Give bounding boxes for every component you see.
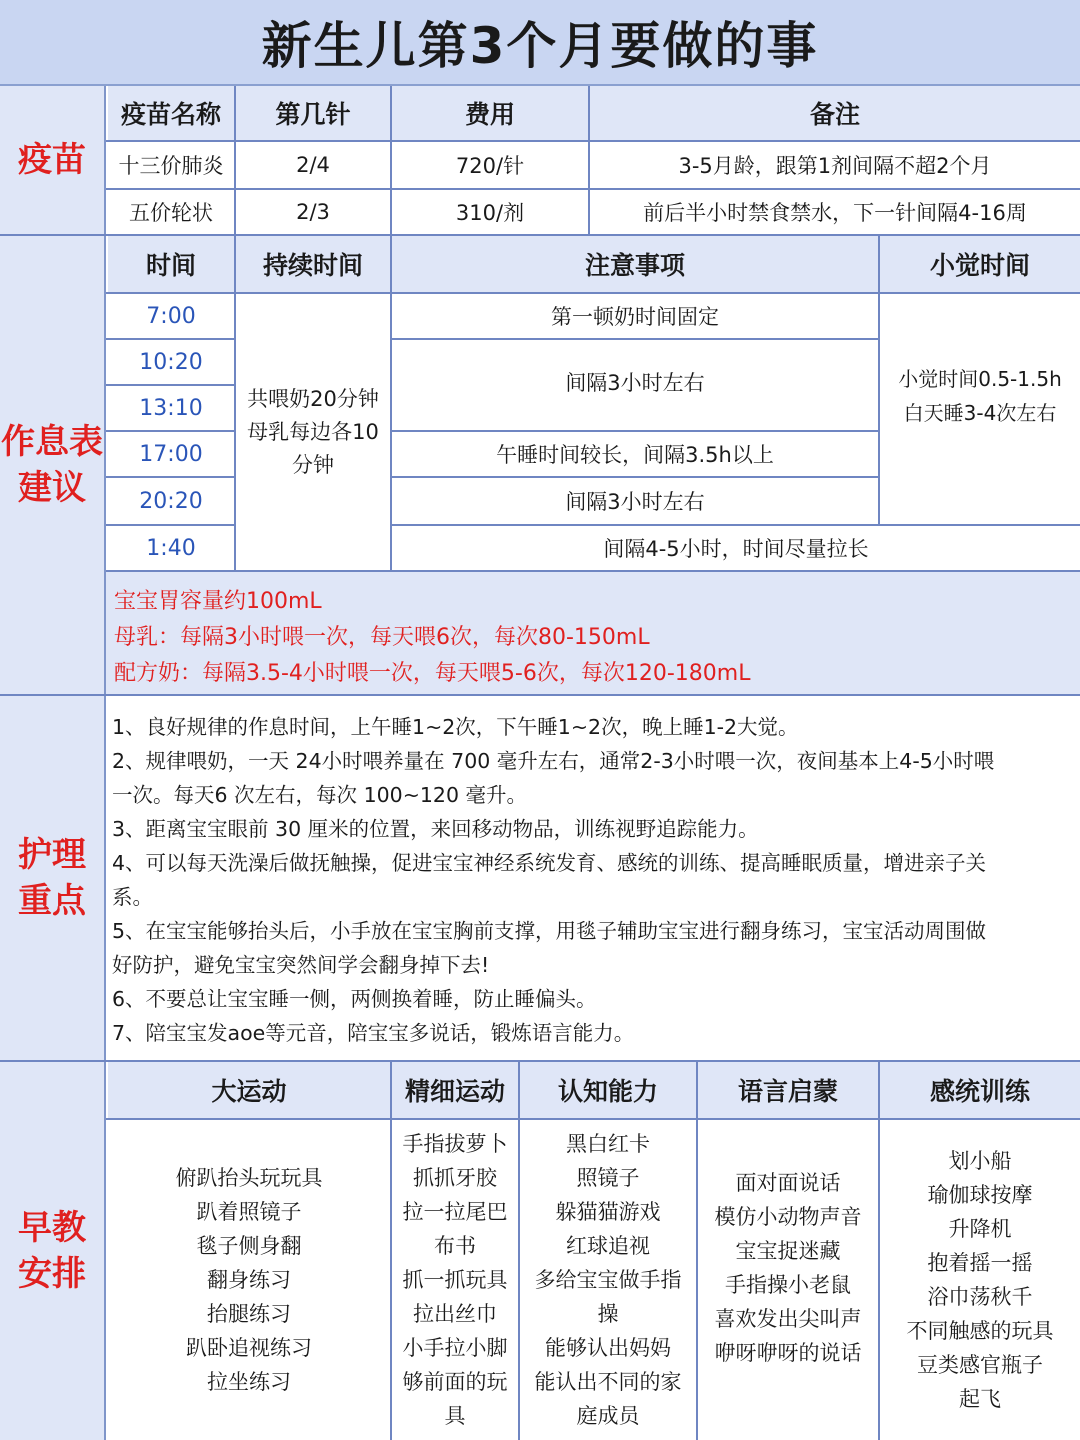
edu-col-cognition: [520, 1120, 696, 1440]
edu-header-sensory: 感统训练: [880, 1062, 1080, 1118]
schedule-header-duration: 持续时间: [236, 236, 390, 292]
care-line: 3、距离宝宝眼前 30 厘米的位置，来回移动物品，训练视野追踪能力。: [112, 817, 759, 841]
grid-line: [588, 86, 590, 234]
edu-item: 庭成员: [576, 1404, 640, 1428]
edu-item: 豆类感官瓶子: [917, 1353, 1043, 1377]
schedule-time: 20:20: [139, 488, 203, 514]
edu-col-sensory: [880, 1120, 1080, 1440]
schedule-time: 13:10: [139, 395, 203, 421]
schedule-note: 间隔4-5小时，时间尽量拉长: [603, 537, 869, 561]
edu-item: 面对面说话: [735, 1171, 841, 1195]
edu-item: 宝宝捉迷藏: [735, 1239, 841, 1263]
edu-item: 抓一抓玩具: [402, 1268, 508, 1292]
edu-item: 瑜伽球按摩: [927, 1183, 1033, 1207]
grid-line: [106, 524, 234, 526]
edu-item: 手指拔萝卜: [402, 1132, 508, 1156]
grid-line: [390, 1062, 392, 1440]
grid-line: [234, 86, 236, 234]
edu-item: 抱着摇一摇: [927, 1251, 1033, 1275]
nap-line: 小觉时间0.5-1.5h: [898, 367, 1062, 391]
section-label-line: 疫苗: [18, 140, 86, 180]
edu-item: 喜欢发出尖叫声: [714, 1307, 862, 1331]
schedule-note: 间隔3小时左右: [565, 371, 705, 395]
feeding-note: 宝宝胃容量约100mL: [114, 589, 322, 614]
edu-col-gross-motor: [108, 1120, 390, 1440]
edu-item: 小手拉小脚: [402, 1336, 508, 1360]
duration-line: 共喂奶20分钟: [247, 386, 379, 411]
schedule-header-nap: 小觉时间: [880, 236, 1080, 292]
care-line: 5、在宝宝能够抬头后，小手放在宝宝胸前支撑，用毯子辅助宝宝进行翻身练习，宝宝活动周围做: [112, 919, 987, 943]
schedule-time: 1:40: [146, 535, 196, 561]
edu-item: 躲猫猫游戏: [555, 1200, 661, 1224]
edu-item: 布书: [434, 1234, 476, 1258]
care-line: 2、规律喂奶，一天 24小时喂养量在 700 毫升左右，通常2-3小时喂一次，夜间基本上4-5小时喂: [112, 749, 995, 773]
grid-line: [0, 1060, 1080, 1062]
grid-line: [390, 476, 878, 478]
schedule-time: 7:00: [146, 303, 196, 329]
page-title: 新生儿第3个月要做的事: [0, 0, 1080, 86]
duration-line: 分钟: [292, 452, 334, 477]
edu-item: 拉一拉尾巴: [402, 1200, 508, 1224]
edu-item: 浴巾荡秋千: [927, 1285, 1033, 1309]
edu-col-fine-motor: [392, 1120, 518, 1440]
section-label-education: [0, 1062, 106, 1440]
edu-item: 咿呀咿呀的说话: [714, 1341, 862, 1365]
grid-line: [106, 140, 1080, 142]
care-line: 4、可以每天洗澡后做抚触操，促进宝宝神经系统发育、感统的训练、提高睡眠质量，增进亲子关: [112, 851, 987, 875]
care-line: 1、良好规律的作息时间，上午睡1~2次，下午睡1~2次，晚上睡1-2大觉。: [112, 715, 799, 739]
care-line: 6、不要总让宝宝睡一侧，两侧换着睡，防止睡偏头。: [112, 987, 597, 1011]
edu-item: 模仿小动物声音: [714, 1205, 862, 1229]
section-label-line: 重点: [18, 881, 86, 921]
edu-item: 抓抓牙胶: [413, 1166, 497, 1190]
edu-item: 够前面的玩: [402, 1370, 508, 1394]
schedule-note: 间隔3小时左右: [565, 490, 705, 514]
edu-header-language: 语言启蒙: [698, 1062, 878, 1118]
edu-header-fine-motor: 精细运动: [392, 1062, 518, 1118]
grid-line: [106, 476, 234, 478]
care-line: 好防护，避免宝宝突然间学会翻身掉下去!: [112, 953, 490, 977]
schedule-header-time: 时间: [108, 236, 234, 292]
care-line: 一次。每天6 次左右，每次 100~120 毫升。: [112, 783, 528, 807]
edu-item: 操: [597, 1302, 619, 1326]
schedule-header-notes: 注意事项: [392, 236, 878, 292]
grid-line: [878, 236, 880, 526]
care-points: [112, 710, 1072, 1050]
grid-line: [106, 292, 1080, 294]
vaccine-row2-dose: 2/3: [296, 200, 330, 224]
edu-header-cognition: 认知能力: [520, 1062, 696, 1118]
grid-line: [106, 384, 234, 386]
vaccine-header-cost: 费用: [392, 86, 588, 140]
vaccine-row1-dose: 2/4: [296, 153, 330, 177]
edu-item: 翻身练习: [207, 1268, 291, 1292]
grid-line: [234, 236, 236, 570]
grid-line: [518, 1062, 520, 1440]
schedule-time: 17:00: [139, 441, 203, 467]
section-label-schedule: [0, 236, 106, 694]
section-label-line: 建议: [18, 468, 86, 508]
vaccine-row1-cost: 720/针: [455, 154, 525, 178]
section-label-line: 护理: [18, 835, 86, 875]
edu-item: 划小船: [948, 1149, 1012, 1173]
grid-line: [696, 1062, 698, 1440]
edu-item: 拉坐练习: [207, 1370, 291, 1394]
edu-item: 不同触感的玩具: [906, 1319, 1054, 1343]
edu-item: 具: [444, 1404, 466, 1428]
nap-line: 白天睡3-4次左右: [903, 401, 1057, 425]
edu-item: 升降机: [948, 1217, 1012, 1241]
edu-item: 多给宝宝做手指: [534, 1268, 682, 1292]
schedule-note: 午睡时间较长，间隔3.5h以上: [496, 443, 774, 467]
grid-line: [390, 236, 392, 570]
section-label-vaccine: [0, 86, 106, 234]
section-label-line: 早教: [18, 1208, 86, 1248]
edu-item: 俯趴抬头玩玩具: [175, 1166, 323, 1190]
section-label-care: [0, 696, 106, 1060]
edu-item: 黑白红卡: [566, 1132, 650, 1156]
edu-item: 红球追视: [566, 1234, 650, 1258]
grid-line: [0, 694, 1080, 696]
grid-line: [106, 430, 234, 432]
grid-line: [390, 86, 392, 234]
grid-line: [878, 1062, 880, 1440]
edu-item: 毯子侧身翻: [196, 1234, 302, 1258]
schedule-duration: [236, 294, 390, 570]
care-line: 系。: [112, 885, 153, 909]
feeding-note: 配方奶：每隔3.5-4小时喂一次，每天喂5-6次，每次120-180mL: [114, 661, 751, 686]
edu-item: 抬腿练习: [207, 1302, 291, 1326]
edu-item: 能认出不同的家: [534, 1370, 682, 1394]
schedule-nap: [880, 294, 1080, 524]
feeding-notes: [106, 572, 1080, 694]
vaccine-row2-remark: 前后半小时禁食禁水，下一针间隔4-16周: [643, 201, 1027, 225]
schedule-time: 10:20: [139, 349, 203, 375]
edu-item: 照镜子: [576, 1166, 640, 1190]
grid-line: [0, 234, 1080, 236]
edu-header-gross-motor: 大运动: [108, 1062, 390, 1118]
grid-line: [106, 338, 234, 340]
vaccine-header-remark: 备注: [590, 86, 1080, 140]
vaccine-row2-cost: 310/剂: [455, 201, 525, 225]
edu-item: 拉出丝巾: [413, 1302, 497, 1326]
edu-item: 趴卧追视练习: [186, 1336, 312, 1360]
grid-line: [106, 188, 1080, 190]
vaccine-row1-remark: 3-5月龄，跟第1剂间隔不超2个月: [678, 154, 992, 178]
grid-line: [390, 338, 878, 340]
grid-line: [106, 570, 1080, 572]
schedule-note: 第一顿奶时间固定: [551, 305, 719, 329]
feeding-note: 母乳：每隔3小时喂一次，每天喂6次，每次80-150mL: [114, 625, 650, 650]
duration-line: 母乳每边各10: [247, 419, 379, 444]
edu-item: 起飞: [959, 1387, 1001, 1411]
section-label-line: 安排: [18, 1254, 86, 1294]
edu-col-language: [698, 1120, 878, 1440]
vaccine-row2-name: 五价轮状: [129, 201, 213, 225]
edu-item: 手指操小老鼠: [725, 1273, 851, 1297]
section-label-line: 作息表: [1, 422, 103, 462]
grid-line: [390, 430, 878, 432]
grid-line: [390, 524, 1080, 526]
vaccine-header-dose: 第几针: [236, 86, 390, 140]
vaccine-header-name: 疫苗名称: [108, 86, 234, 140]
edu-item: 能够认出妈妈: [545, 1336, 671, 1360]
care-line: 7、陪宝宝发aoe等元音，陪宝宝多说话，锻炼语言能力。: [112, 1021, 635, 1045]
vaccine-row1-name: 十三价肺炎: [118, 154, 224, 178]
edu-item: 趴着照镜子: [196, 1200, 302, 1224]
grid-line: [106, 1118, 1080, 1120]
